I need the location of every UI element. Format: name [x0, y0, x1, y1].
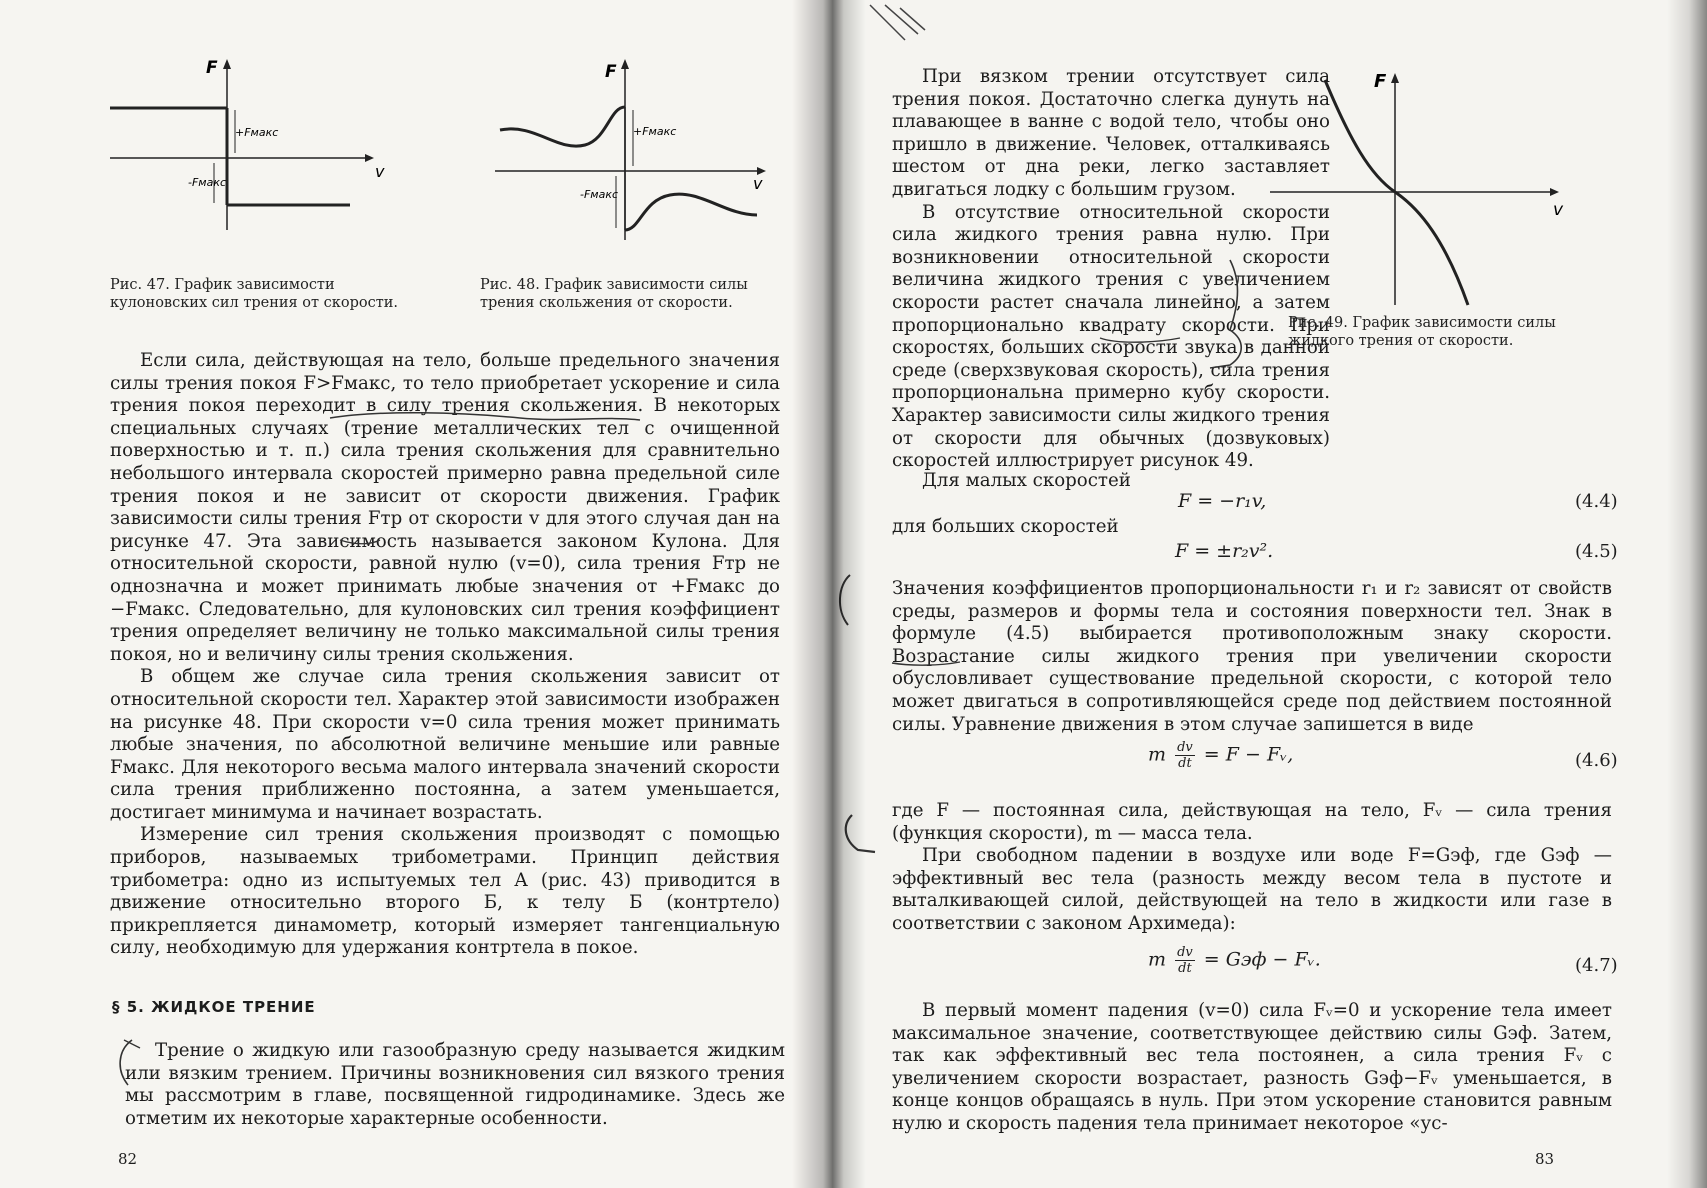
- paragraph: Трение о жидкую или газообразную среду называется жидким или вязким трением. Причины возникновения сил вязкого трения мы рассмотрим в главе, посвященной гидродинамике. Здесь же отметим их некоторые характерные особенности.: [125, 1040, 785, 1129]
- equation-4-7: m $\frac{dv}{dt}$ = Gэф − Fᵥ.: [1148, 945, 1321, 976]
- equation-number-4-6: (4.6): [1575, 750, 1618, 771]
- fig47-minus-label: -Fмакс: [188, 176, 227, 189]
- equation-number-4-4: (4.4): [1575, 491, 1618, 512]
- right-intro-text: [892, 66, 1330, 473]
- figure-48: [495, 55, 785, 245]
- equation-number-4-7: (4.7): [1575, 955, 1618, 976]
- paragraph: Измерение сил трения скольжения производят с помощью приборов, называемых трибометрами. Принцип действия трибометра: одно из испытуемых тел A (рис. 43) приводится в движение относительно второго Б, к телу Б (контртело) прикрепляется динамометр, который измеряет тангенциальную силу, необходимую для удержания контртела в покое.: [110, 824, 780, 959]
- fig47-x-label: v: [375, 162, 385, 181]
- fig48-y-label: F: [605, 62, 617, 82]
- equation-number-4-5: (4.5): [1575, 541, 1618, 562]
- fig47-plus-label: +Fмакс: [235, 126, 279, 139]
- page-number: 83: [1535, 1150, 1555, 1168]
- fig48-x-label: v: [753, 174, 763, 193]
- paragraph: В общем же случае сила трения скольжения зависит от относительной скорости тел. Характер этой зависимости изображен на рисунке 48. При скорости v=0 сила трения может принимать любые значения, по абсолютной величине меньшие или равные Fмакс. Для некоторого весьма малого интервала значений скорости сила трения приближенно постоянна, а затем уменьшается, достигает минимума и начинает возрастать.: [110, 666, 780, 823]
- fig47-y-label: F: [206, 58, 218, 78]
- section-heading: § 5. ЖИДКОЕ ТРЕНИЕ: [112, 998, 316, 1016]
- book-gutter: [792, 0, 866, 1188]
- right-page: [830, 0, 1707, 1188]
- final-text: В первый момент падения (v=0) сила Fᵥ=0 и ускорение тела имеет максимальное значение, соответствующее действию силы Gэф. Затем, так как эффективный вес тела постоянен, а сила трения Fᵥ с увеличением скорости возрастает, разность Gэф−Fᵥ уменьшается, в конце концов обращаясь в нуль. При этом ускорение становится равным нулю и скорость падения тела принимает некоторое «ус-: [892, 1000, 1612, 1134]
- large-speeds-label: для больших скоростей: [892, 516, 1119, 537]
- fig48-plus-label: +Fмакс: [633, 125, 677, 138]
- page-edge-shadow: [1667, 0, 1707, 1188]
- left-section-text: [125, 1040, 785, 1130]
- equation-4-6: m $\frac{dv}{dt}$ = F − Fᵥ,: [1148, 740, 1294, 771]
- paragraph: В отсутствие относительной скорости сила жидкого трения равна нулю. При возникновении относительной скорости величина жидкого трения с увеличением скорости растет сначала линейно, а затем пропорционально квадрату скорости. При скоростях, больших скорости звука в данной среде (сверхзвуковая скорость), сила трения пропорциональна примерно кубу скорости. Характер зависимости силы жидкого трения от скорости для обычных (дозвуковых) скоростей иллюстрирует рисунок 49.: [892, 201, 1330, 472]
- equation-4-5: F = ±r₂v².: [1175, 540, 1274, 562]
- left-page: [0, 0, 830, 1188]
- fig48-caption: Рис. 48. График зависимости силы трения скольжения от скорости.: [480, 277, 748, 311]
- coefficients-text: Значения коэффициентов пропорциональности r₁ и r₂ зависят от свойств среды, размеров и формы тела и состояния поверхности тел. Знак в формуле (4.5) выбирается противоположным знаку скорости. Возрастание силы жидкого трения при увеличении скорости обусловливает существование предельной скорости, с которой тело может двигаться в сопротивляющейся среде под действием постоянной силы. Уравнение движения в этом случае запишется в виде: [892, 578, 1612, 735]
- fig49-x-label: v: [1553, 200, 1564, 220]
- fig48-curve-upper: [500, 107, 625, 146]
- page-number: 82: [118, 1150, 138, 1168]
- pencil-scribble: [870, 5, 925, 40]
- paragraph: При вязком трении отсутствует сила трения покоя. Достаточно слегка дунуть на плавающее в ванне с водой тело, чтобы оно пришло в движение. Человек, отталкиваясь шестом от дна реки, легко заставляет двигаться лодку с большим грузом.: [892, 66, 1330, 200]
- fig49-caption: Рис. 49. График зависимости силы жидкого трения от скорости.: [1288, 315, 1556, 349]
- fig48-minus-label: -Fмакс: [580, 188, 619, 201]
- figure-47: [110, 55, 400, 235]
- fig48-curve-lower: [625, 194, 757, 230]
- paragraph: Если сила, действующая на тело, больше предельного значения силы трения покоя F>Fмакс, то тело приобретает ускорение и сила трения покоя переходит в силу трения скольжения. В некоторых специальных случаях (трение металлических тел с очищенной поверхностью и т. п.) сила трения скольжения для сравнительно небольшого интервала скоростей примерно равна предельной силе трения покоя и не зависит от скорости движения. График зависимости силы трения Fтр от скорости v для этого случая дан на рисунке 47. Эта зависимость называется законом Кулона. Для относительной скорости, равной нулю (v=0), сила трения Fтр не однозначна и может принимать любые значения от +Fмакс до −Fмакс. Следовательно, для кулоновских сил трения коэффициент трения определяет величину не только максимальной силы трения покоя, но и величину силы трения скольжения.: [110, 350, 780, 665]
- fig47-caption: Рис. 47. График зависимости кулоновских сил трения от скорости.: [110, 277, 399, 311]
- small-speeds-label: Для малых скоростей: [922, 470, 1131, 491]
- equation-4-4: F = −r₁v,: [1178, 490, 1267, 512]
- where-text: где F — постоянная сила, действующая на тело, Fᵥ — сила трения (функция скорости), m — масса тела. При свободном падении в воздухе или воде F=Gэф, где Gэф — эффективный вес тела (разность между весом тела в пустоте и выталкивающей силой, действующей на тело в жидкости или газе в соответствии с законом Архимеда):: [892, 800, 1612, 934]
- fig49-y-label: F: [1374, 71, 1387, 92]
- left-body-text: [110, 350, 780, 960]
